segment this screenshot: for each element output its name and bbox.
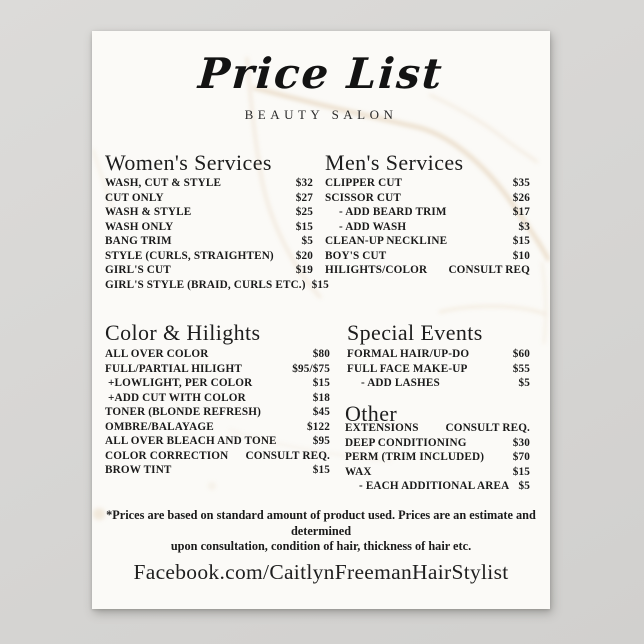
price-row (325, 176, 530, 191)
service-price: $95 (312, 435, 330, 447)
price-row (105, 278, 329, 293)
service-label: BOY'S CUT (325, 249, 387, 262)
service-label: ALL OVER COLOR (105, 348, 209, 360)
price-row (325, 263, 530, 278)
service-price: $60 (512, 348, 530, 360)
service-label: DEEP CONDITIONING (345, 436, 467, 449)
price-row (105, 234, 313, 249)
disclaimer-line-1: *Prices are based on standard amount of product used. Prices are an estimate and determined (106, 508, 536, 538)
service-label: GIRL'S STYLE (BRAID, CURLS ETC.) (105, 278, 306, 291)
service-label: +LOWLIGHT, PER COLOR (108, 377, 253, 389)
facebook-url: Facebook.com/CaitlynFreemanHairStylist (133, 560, 509, 584)
service-label: STYLE (CURLS, STRAIGHTEN) (105, 249, 274, 262)
service-price: $5 (301, 235, 313, 247)
price-row (325, 220, 530, 235)
price-row (345, 479, 530, 494)
service-price: $26 (512, 191, 530, 204)
service-price: $55 (512, 362, 530, 375)
price-row (345, 421, 530, 436)
poster-title: Price List (196, 49, 446, 98)
service-label: WASH ONLY (105, 220, 174, 233)
price-row (347, 362, 530, 377)
service-price: $15 (312, 464, 330, 476)
price-rows-color-hilights (105, 347, 330, 478)
price-row (105, 362, 330, 377)
section-heading-special-events: Special Events (347, 320, 483, 345)
price-row (105, 191, 313, 206)
price-row (325, 191, 530, 206)
service-price: $45 (312, 406, 330, 418)
service-label: CLEAN-UP NECKLINE (325, 235, 448, 247)
price-row (105, 263, 313, 278)
service-price: $25 (295, 206, 313, 218)
service-label: WAX (345, 465, 372, 478)
service-label: HILIGHTS/COLOR (325, 264, 428, 276)
service-price: $70 (512, 451, 530, 463)
service-price: $15 (312, 377, 330, 389)
price-row (105, 176, 313, 191)
price-row (325, 234, 530, 249)
service-label: ALL OVER BLEACH AND TONE (105, 435, 277, 447)
price-row (345, 465, 530, 480)
service-price: CONSULT REQ. (245, 449, 330, 462)
price-row (105, 205, 313, 220)
service-price: $20 (295, 249, 313, 262)
service-price: $15 (295, 220, 313, 233)
price-rows-other (345, 421, 530, 494)
service-price: $80 (312, 348, 330, 360)
price-row (347, 376, 530, 391)
service-label: - EACH ADDITIONAL AREA (359, 480, 510, 492)
service-price: $30 (512, 436, 530, 449)
service-price: $27 (295, 191, 313, 204)
price-row (325, 249, 530, 264)
service-label: TONER (BLONDE REFRESH) (105, 406, 262, 418)
service-label: PERM (TRIM INCLUDED) (345, 451, 485, 463)
price-rows-special-events (347, 347, 530, 391)
service-label: EXTENSIONS (345, 422, 419, 434)
price-row (105, 391, 330, 406)
service-price: $18 (312, 391, 330, 404)
service-label: FULL/PARTIAL HILIGHT (105, 362, 242, 375)
salon-name: BEAUTY SALON (244, 107, 398, 122)
service-label: FULL FACE MAKE-UP (347, 362, 468, 375)
service-price: CONSULT REQ (448, 264, 530, 276)
service-label: WASH, CUT & STYLE (105, 177, 222, 189)
price-row (105, 376, 330, 391)
price-row (105, 463, 330, 478)
price-rows-mens-services (325, 176, 530, 278)
price-row (105, 420, 330, 435)
service-label: BROW TINT (105, 464, 172, 476)
service-price: $19 (295, 264, 313, 276)
service-price: $17 (512, 206, 530, 218)
disclaimer-line-2: upon consultation, condition of hair, thickness of hair etc. (170, 539, 472, 553)
service-label: FORMAL HAIR/UP-DO (347, 348, 470, 360)
section-heading-other: Other (345, 401, 398, 426)
pricing-disclaimer (100, 508, 542, 555)
service-price: $15 (512, 465, 530, 478)
price-row (325, 205, 530, 220)
service-price: $15 (512, 235, 530, 247)
service-label: +ADD CUT WITH COLOR (108, 391, 246, 404)
section-heading-womens-services: Women's Services (105, 150, 272, 175)
service-label: - ADD BEARD TRIM (339, 206, 447, 218)
service-label: SCISSOR CUT (325, 191, 401, 204)
service-price: $5 (518, 377, 530, 389)
service-price: $15 (311, 278, 329, 291)
section-heading-mens-services: Men's Services (325, 150, 464, 175)
service-price: $122 (307, 420, 330, 433)
price-row (347, 347, 530, 362)
service-label: CUT ONLY (105, 191, 164, 204)
service-price: $35 (512, 177, 530, 189)
section-heading-color-hilights: Color & Hilights (105, 320, 261, 345)
service-label: - ADD WASH (339, 220, 407, 233)
service-price: $5 (518, 480, 530, 492)
service-label: COLOR CORRECTION (105, 449, 229, 462)
price-row (105, 434, 330, 449)
service-label: - ADD LASHES (361, 377, 440, 389)
price-row (345, 436, 530, 451)
price-list-poster (92, 31, 550, 609)
service-label: BANG TRIM (105, 235, 172, 247)
price-rows-womens-services (105, 176, 329, 292)
service-label: CLIPPER CUT (325, 177, 403, 189)
service-label: GIRL'S CUT (105, 264, 171, 276)
price-row (345, 450, 530, 465)
price-row (105, 347, 330, 362)
price-row (105, 220, 313, 235)
price-row (105, 449, 330, 464)
price-row (105, 405, 330, 420)
service-price: CONSULT REQ. (445, 422, 530, 434)
service-price: $10 (512, 249, 530, 262)
service-price: $3 (518, 220, 530, 233)
service-label: OMBRE/BALAYAGE (105, 420, 214, 433)
service-price: $32 (295, 177, 313, 189)
price-row (105, 249, 313, 264)
service-price: $95/$75 (292, 362, 330, 375)
service-label: WASH & STYLE (105, 206, 192, 218)
